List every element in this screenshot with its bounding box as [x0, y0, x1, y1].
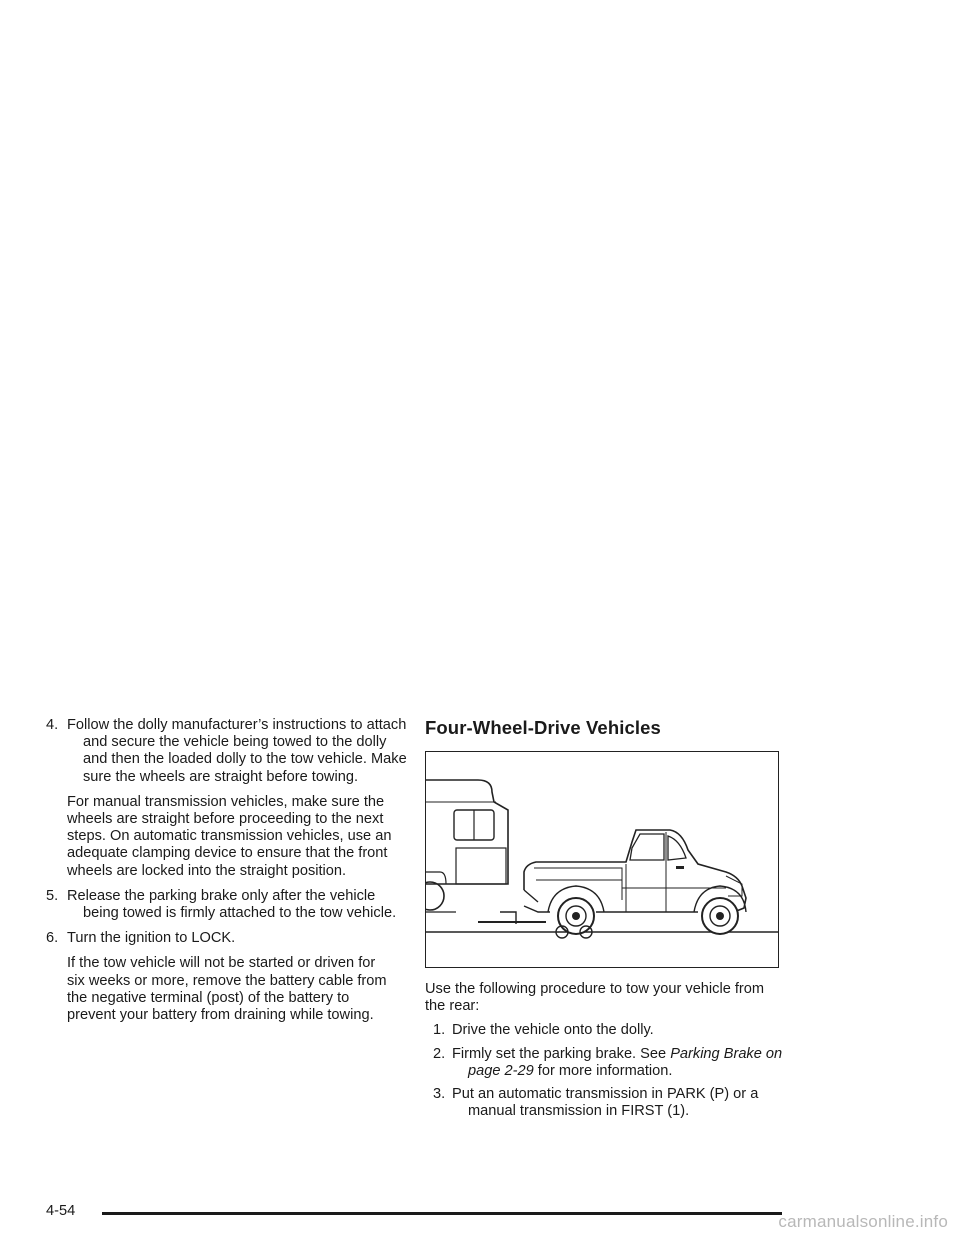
footer-rule [102, 1212, 782, 1215]
step-number: 2. [433, 1045, 446, 1062]
list-item-step-2 [425, 1046, 785, 1080]
step-number: 3. [433, 1086, 446, 1103]
step-6-note: If the tow vehicle will not be started or driven for six weeks or more, remove the battery cable from the negative terminal (post) of the battery to prevent your battery from draining while towing. [67, 955, 387, 1024]
towing-illustration [425, 751, 779, 968]
step-text: Turn the ignition to LOCK. [67, 930, 236, 947]
site-watermark: carmanualsonline.info [778, 1212, 948, 1231]
step-number: 5. [46, 887, 59, 904]
step-number: 1. [433, 1022, 446, 1039]
step-text: Release the parking brake only after the vehicle being towed is firmly attached to the tow vehicle. [67, 887, 397, 922]
procedure-list [425, 1022, 785, 1120]
step-text-before: Firmly set the parking brake. See [452, 1045, 671, 1062]
list-item-step-6 [46, 930, 398, 947]
section-heading: Four-Wheel-Drive Vehicles [425, 717, 661, 738]
step-number: 4. [46, 717, 59, 733]
page-number: 4-54 [46, 1203, 76, 1219]
step-4-note: For manual transmission vehicles, make sure the wheels are straight before proceeding to the next steps. On automatic transmission vehicles, use an adequate clamping device to ensure that the front wheels are locked into the straight position. [67, 793, 392, 879]
step-number: 6. [46, 930, 59, 947]
list-item-step-5 [46, 888, 398, 922]
truck-towing-dolly-illustration [426, 752, 778, 967]
step-text: Follow the dolly manufacturer’s instructions to attach and secure the vehicle being towed to the dolly and then the loaded dolly to the tow vehicle. Make sure the wheels are straight before towing. [67, 717, 407, 785]
intro-paragraph: Use the following procedure to tow your vehicle from the rear: [425, 981, 765, 1015]
parking-brake-reference-link[interactable]: Parking Brake on page 2-29 [468, 1045, 783, 1079]
step-text: Put an automatic transmission in PARK (P) or a manual transmission in FIRST (1). [452, 1086, 759, 1120]
list-item-step-3 [425, 1086, 785, 1120]
right-column [425, 717, 785, 1126]
list-item-step-1 [425, 1022, 785, 1039]
step-text-after: for more information. [533, 1062, 673, 1079]
step-text [452, 1046, 798, 1080]
step-text: Drive the vehicle onto the dolly. [452, 1022, 654, 1039]
left-column [46, 717, 407, 1032]
list-item-step-4 [46, 717, 407, 786]
